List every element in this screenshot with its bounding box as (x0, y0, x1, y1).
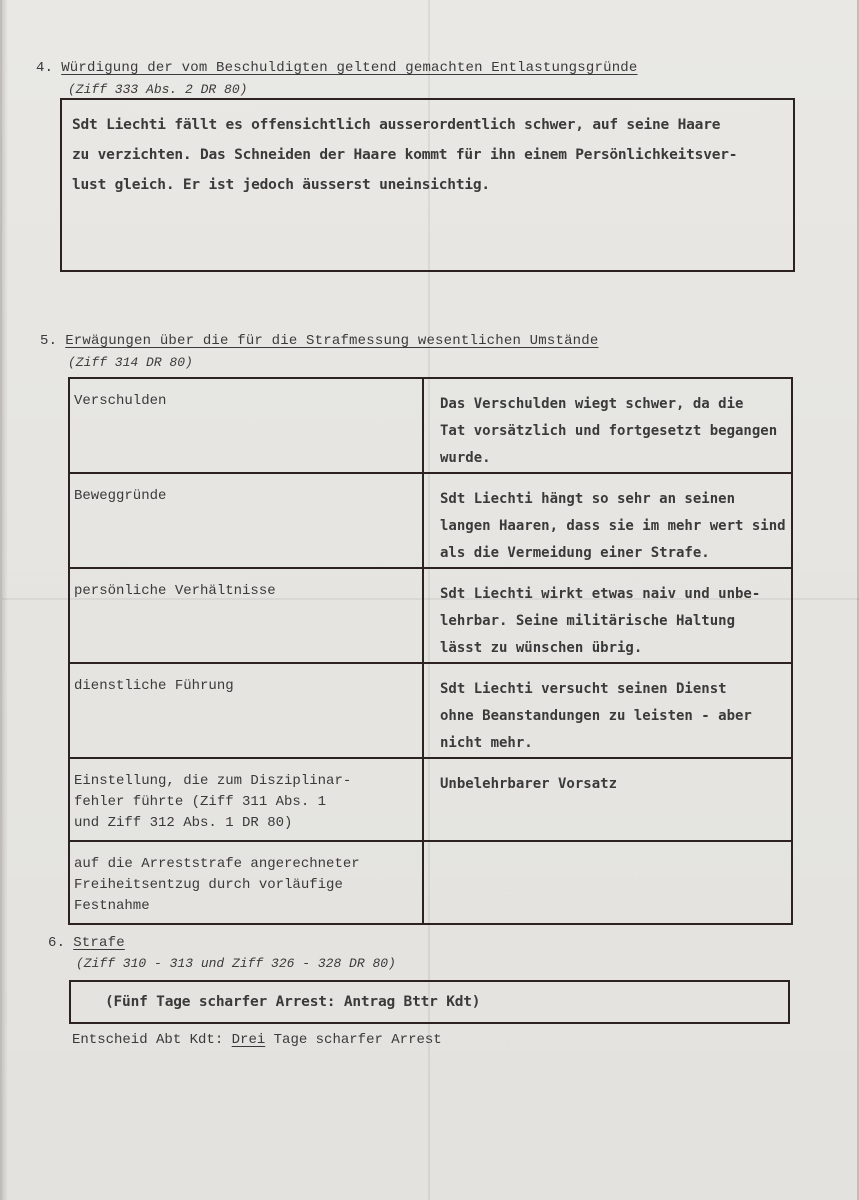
answer-line: Tat vorsätzlich und fortgesetzt begangen (440, 423, 778, 439)
row-label (69, 378, 423, 473)
answer-line: langen Haaren, dass sie im mehr wert sind (440, 518, 786, 534)
label-line: auf die Arreststrafe angerechneter (74, 856, 360, 872)
section4-number: 4. (36, 60, 54, 76)
row-label (69, 841, 423, 924)
answer-line: Sdt Liechti wirkt etwas naiv und unbe- (440, 586, 761, 602)
table-row (69, 378, 792, 473)
answer-line: nicht mehr. (440, 735, 533, 751)
decision-line (72, 1032, 442, 1048)
row-label (69, 473, 423, 568)
label-line: Einstellung, die zum Disziplinar- (74, 773, 352, 789)
label-line: und Ziff 312 Abs. 1 DR 80) (74, 815, 293, 831)
section5-number: 5. (40, 333, 58, 349)
decision-prefix: Entscheid Abt Kdt: (72, 1032, 232, 1048)
table-row (69, 568, 792, 663)
section4-text (72, 110, 737, 200)
section5-heading (40, 333, 599, 349)
row-answer (423, 841, 792, 924)
label-line: fehler führte (Ziff 311 Abs. 1 (74, 794, 327, 810)
row-answer (423, 378, 792, 473)
section6-heading (48, 935, 125, 951)
section4-line: lust gleich. Er ist jedoch äusserst uneinsichtig. (72, 177, 490, 193)
page-edge-shadow (2, 0, 8, 1200)
section5-reference: (Ziff 314 DR 80) (68, 355, 193, 370)
row-label (69, 568, 423, 663)
label-line: persönliche Verhältnisse (74, 583, 276, 599)
answer-line: lehrbar. Seine militärische Haltung (440, 613, 736, 629)
section4-line: Sdt Liechti fällt es offensichtlich ausserordentlich schwer, auf seine Haare (72, 117, 721, 133)
answer-line: wurde. (440, 450, 491, 466)
row-label (69, 663, 423, 758)
answer-line: Sdt Liechti hängt so sehr an seinen (440, 491, 736, 507)
row-answer (423, 758, 792, 841)
section4-heading (36, 60, 638, 76)
penalty-request: (Fünf Tage scharfer Arrest: Antrag Bttr Kdt) (105, 994, 481, 1010)
label-line: Festnahme (74, 898, 150, 914)
section4-title: Würdigung der vom Beschuldigten geltend gemachten Entlastungsgründe (61, 60, 638, 76)
section6-textbox (69, 980, 790, 1024)
answer-line: Sdt Liechti versucht seinen Dienst (440, 681, 727, 697)
label-line: dienstliche Führung (74, 678, 234, 694)
answer-line: Das Verschulden wiegt schwer, da die (440, 396, 744, 412)
answer-line: als die Vermeidung einer Strafe. (440, 545, 710, 561)
answer-line: ohne Beanstandungen zu leisten - aber (440, 708, 752, 724)
section4-textbox (60, 98, 795, 272)
table-row (69, 473, 792, 568)
row-answer (423, 473, 792, 568)
section6-title: Strafe (73, 935, 125, 951)
label-line: Freiheitsentzug durch vorläufige (74, 877, 343, 893)
section4-line: zu verzichten. Das Schneiden der Haare kommt für ihn einem Persönlichkeitsver- (72, 147, 738, 163)
label-line: Verschulden (74, 393, 167, 409)
section6-number: 6. (48, 935, 66, 951)
decision-suffix: Tage scharfer Arrest (265, 1032, 442, 1048)
label-line: Beweggründe (74, 488, 167, 504)
row-answer (423, 663, 792, 758)
section5-title: Erwägungen über die für die Strafmessung wesentlichen Umstände (65, 333, 599, 349)
row-answer (423, 568, 792, 663)
table-row (69, 841, 792, 924)
table-row (69, 663, 792, 758)
section6-reference: (Ziff 310 - 313 und Ziff 326 - 328 DR 80) (76, 956, 396, 971)
row-label (69, 758, 423, 841)
section4-reference: (Ziff 333 Abs. 2 DR 80) (68, 82, 248, 97)
table-row (69, 758, 792, 841)
answer-line: lässt zu wünschen übrig. (440, 640, 643, 656)
answer-line: Unbelehrbarer Vorsatz (440, 776, 618, 792)
decision-days: Drei (231, 1032, 266, 1048)
circumstances-table (68, 377, 793, 925)
